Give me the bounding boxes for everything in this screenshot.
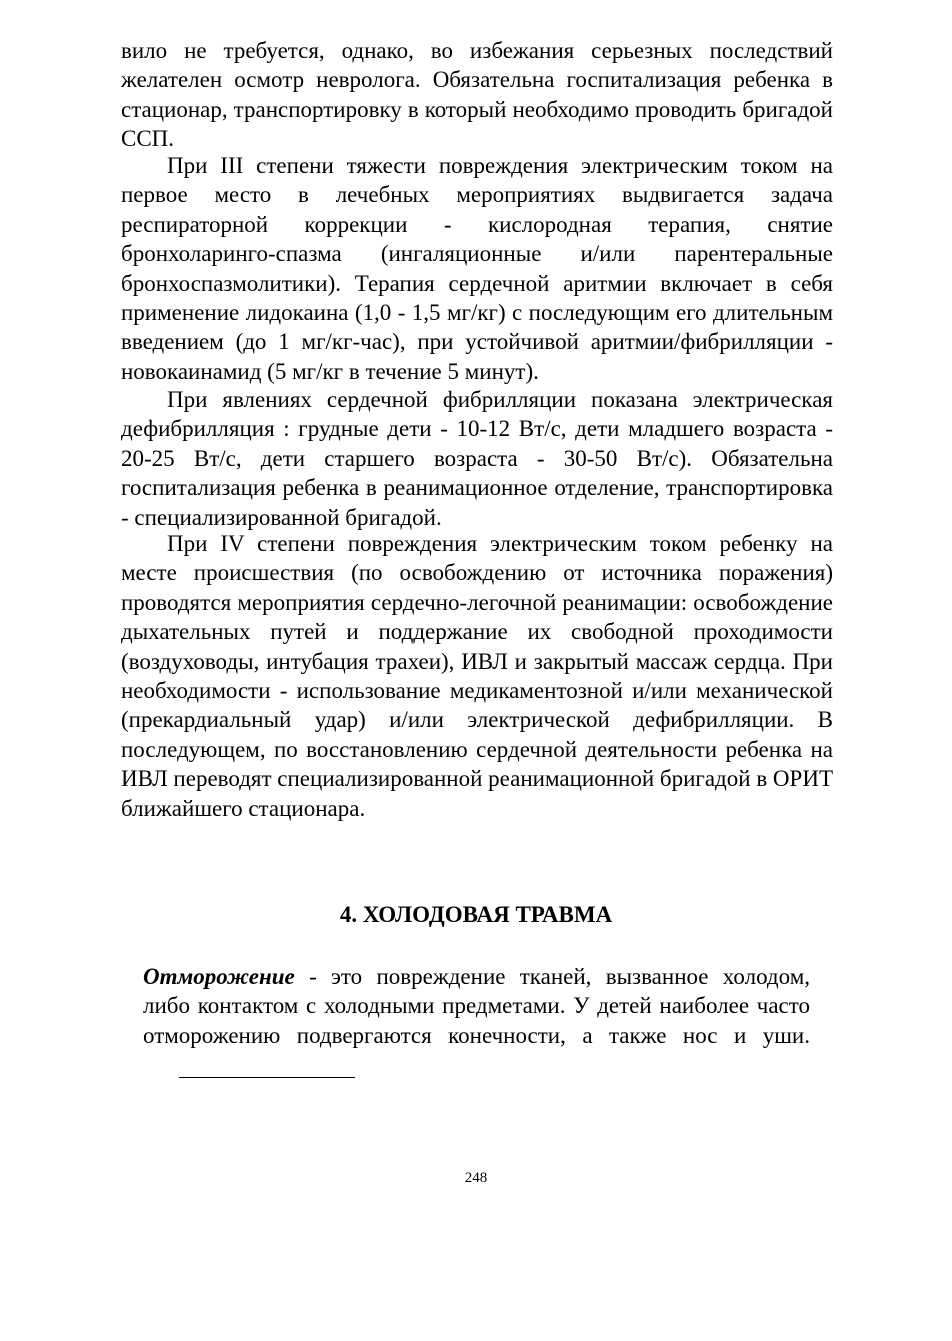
- paragraph-degree-4: При IV степени повреждения электрическим током ребенку на месте происшествия (по освобождению от источника поражения) проводятся мероприятия сердечно-легочной реанимации: освобождение дыхательных путей и поддержание их свободной проходимости (воздуховоды, интубация трахеи), ИВЛ и закрытый массаж сердца. При необходимости - использование медикаментозной и/или механической (прекардиальный удар) и/или электрической дефибрилляции. В последующем, по восстановлению сердечной деятельности ребенка на ИВЛ переводят специализированной реанимационной бригадой в ОРИТ ближайшего стационара.: [121, 531, 833, 821]
- definition-paragraph: [143, 962, 810, 1080]
- definition-term: Отморожение: [143, 964, 295, 989]
- section-heading: 4. ХОЛОДОВАЯ ТРАВМА: [339, 902, 613, 927]
- page-number: 248: [464, 1170, 488, 1186]
- paragraph-fibrillation: При явлениях сердечной фибрилляции показана электрическая дефибрилляция : грудные дети - 10-12 Вт/с, дети младшего возраста - 20-25 Вт/с, дети старшего возраста - 30-50 Вт/с). Обязательна госпитализация ребенка в реанимационное отделение, транспортировка - специализированной бригадой.: [121, 387, 833, 530]
- definition-text: - это повреждение тканей, вызванное холодом, либо контактом с холодными предметами. У детей наиболее часто отморожению подвергаются конечности, а также нос и уши.: [143, 964, 810, 1048]
- paragraph-continuation: вило не требуется, однако, во избежания серьезных последствий желателен осмотр невролога. Обязательна госпитализация ребенка в стационар, транспортировку в который необходимо проводить бригадой ССП.: [121, 38, 833, 152]
- paragraph-degree-3: При III степени тяжести повреждения электрическим током на первое место в лечебных мероприятиях выдвигается задача респираторной коррекции - кислородная терапия, снятие бронхоларинго-спазма (ингаляционные и/или парентеральные бронхоспазмолитики). Терапия сердечной аритмии включает в себя применение лидокаина (1,0 - 1,5 мг/кг) с последующим его длительным введением (до 1 мг/кг-час), при устойчивой аритмии/фибрилляции - новокаинамид (5 мг/кг в течение 5 минут).: [121, 153, 833, 384]
- separator-rule: [179, 1077, 355, 1078]
